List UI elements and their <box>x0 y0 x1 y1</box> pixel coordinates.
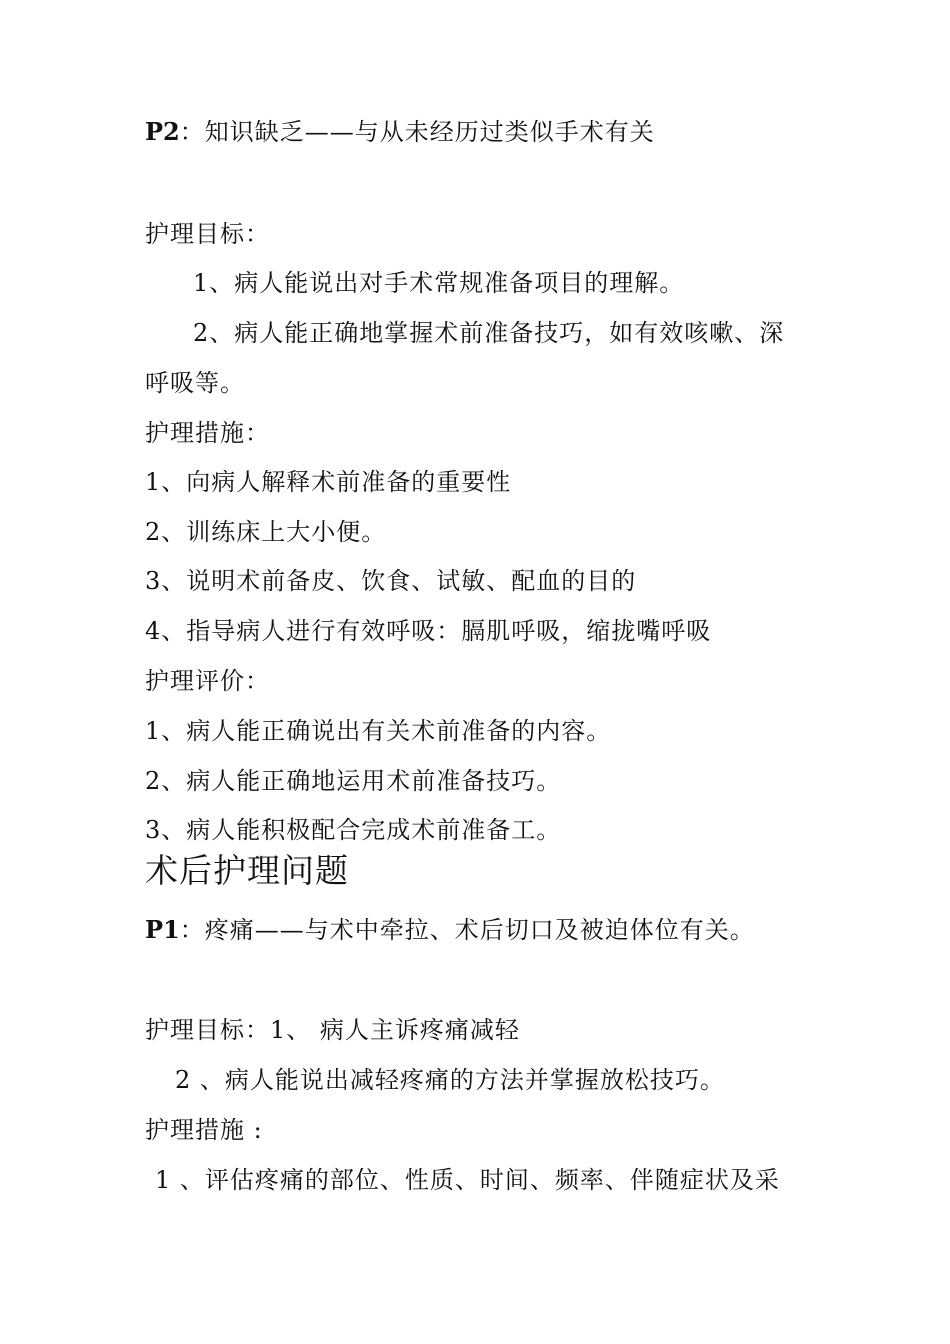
problem-p1 <box>145 915 755 945</box>
p1-measure-item-1: 1 、评估疼痛的部位、性质、时间、频率、伴随症状及采 <box>155 1166 780 1194</box>
p2-evaluation-item-1: 1、病人能正确说出有关术前准备的内容。 <box>145 717 612 745</box>
p2-goal-item-1: 1、病人能说出对手术常规准备项目的理解。 <box>193 269 685 297</box>
p2-measures-heading: 护理措施： <box>145 419 270 447</box>
p2-evaluation-item-3: 3、病人能积极配合完成术前准备工。 <box>145 816 562 844</box>
p2-goals-heading: 护理目标： <box>145 220 270 248</box>
problem-p1-text: ：疼痛——与术中牵拉、术后切口及被迫体位有关。 <box>179 916 755 944</box>
p2-measure-item-1: 1、向病人解释术前准备的重要性 <box>145 468 512 496</box>
problem-p2-label: P2 <box>145 117 180 146</box>
p2-evaluation-item-2: 2、病人能正确地运用术前准备技巧。 <box>145 767 562 795</box>
p2-evaluation-heading: 护理评价： <box>145 667 270 695</box>
p1-goals-line-1: 护理目标：1、 病人主诉疼痛减轻 <box>145 1016 520 1044</box>
p2-measure-item-2: 2、训练床上大小便。 <box>145 518 387 546</box>
p2-goal-item-2-line-1: 2、病人能正确地掌握术前准备技巧，如有效咳嗽、深 <box>193 319 785 347</box>
p1-goals-line-2: 2 、病人能说出减轻疼痛的方法并掌握放松技巧。 <box>175 1066 725 1094</box>
problem-p2 <box>145 117 655 147</box>
section-heading: 术后护理问题 <box>145 851 349 890</box>
problem-p1-label: P1 <box>145 915 180 944</box>
problem-p2-text: ：知识缺乏——与从未经历过类似手术有关 <box>179 118 655 146</box>
p2-goal-item-2-line-2: 呼吸等。 <box>145 369 245 397</box>
p1-measures-heading: 护理措施 : <box>145 1116 263 1144</box>
p2-measure-item-4: 4、指导病人进行有效呼吸：膈肌呼吸，缩拢嘴呼吸 <box>145 617 712 645</box>
p2-measure-item-3: 3、说明术前备皮、饮食、试敏、配血的目的 <box>145 567 637 595</box>
